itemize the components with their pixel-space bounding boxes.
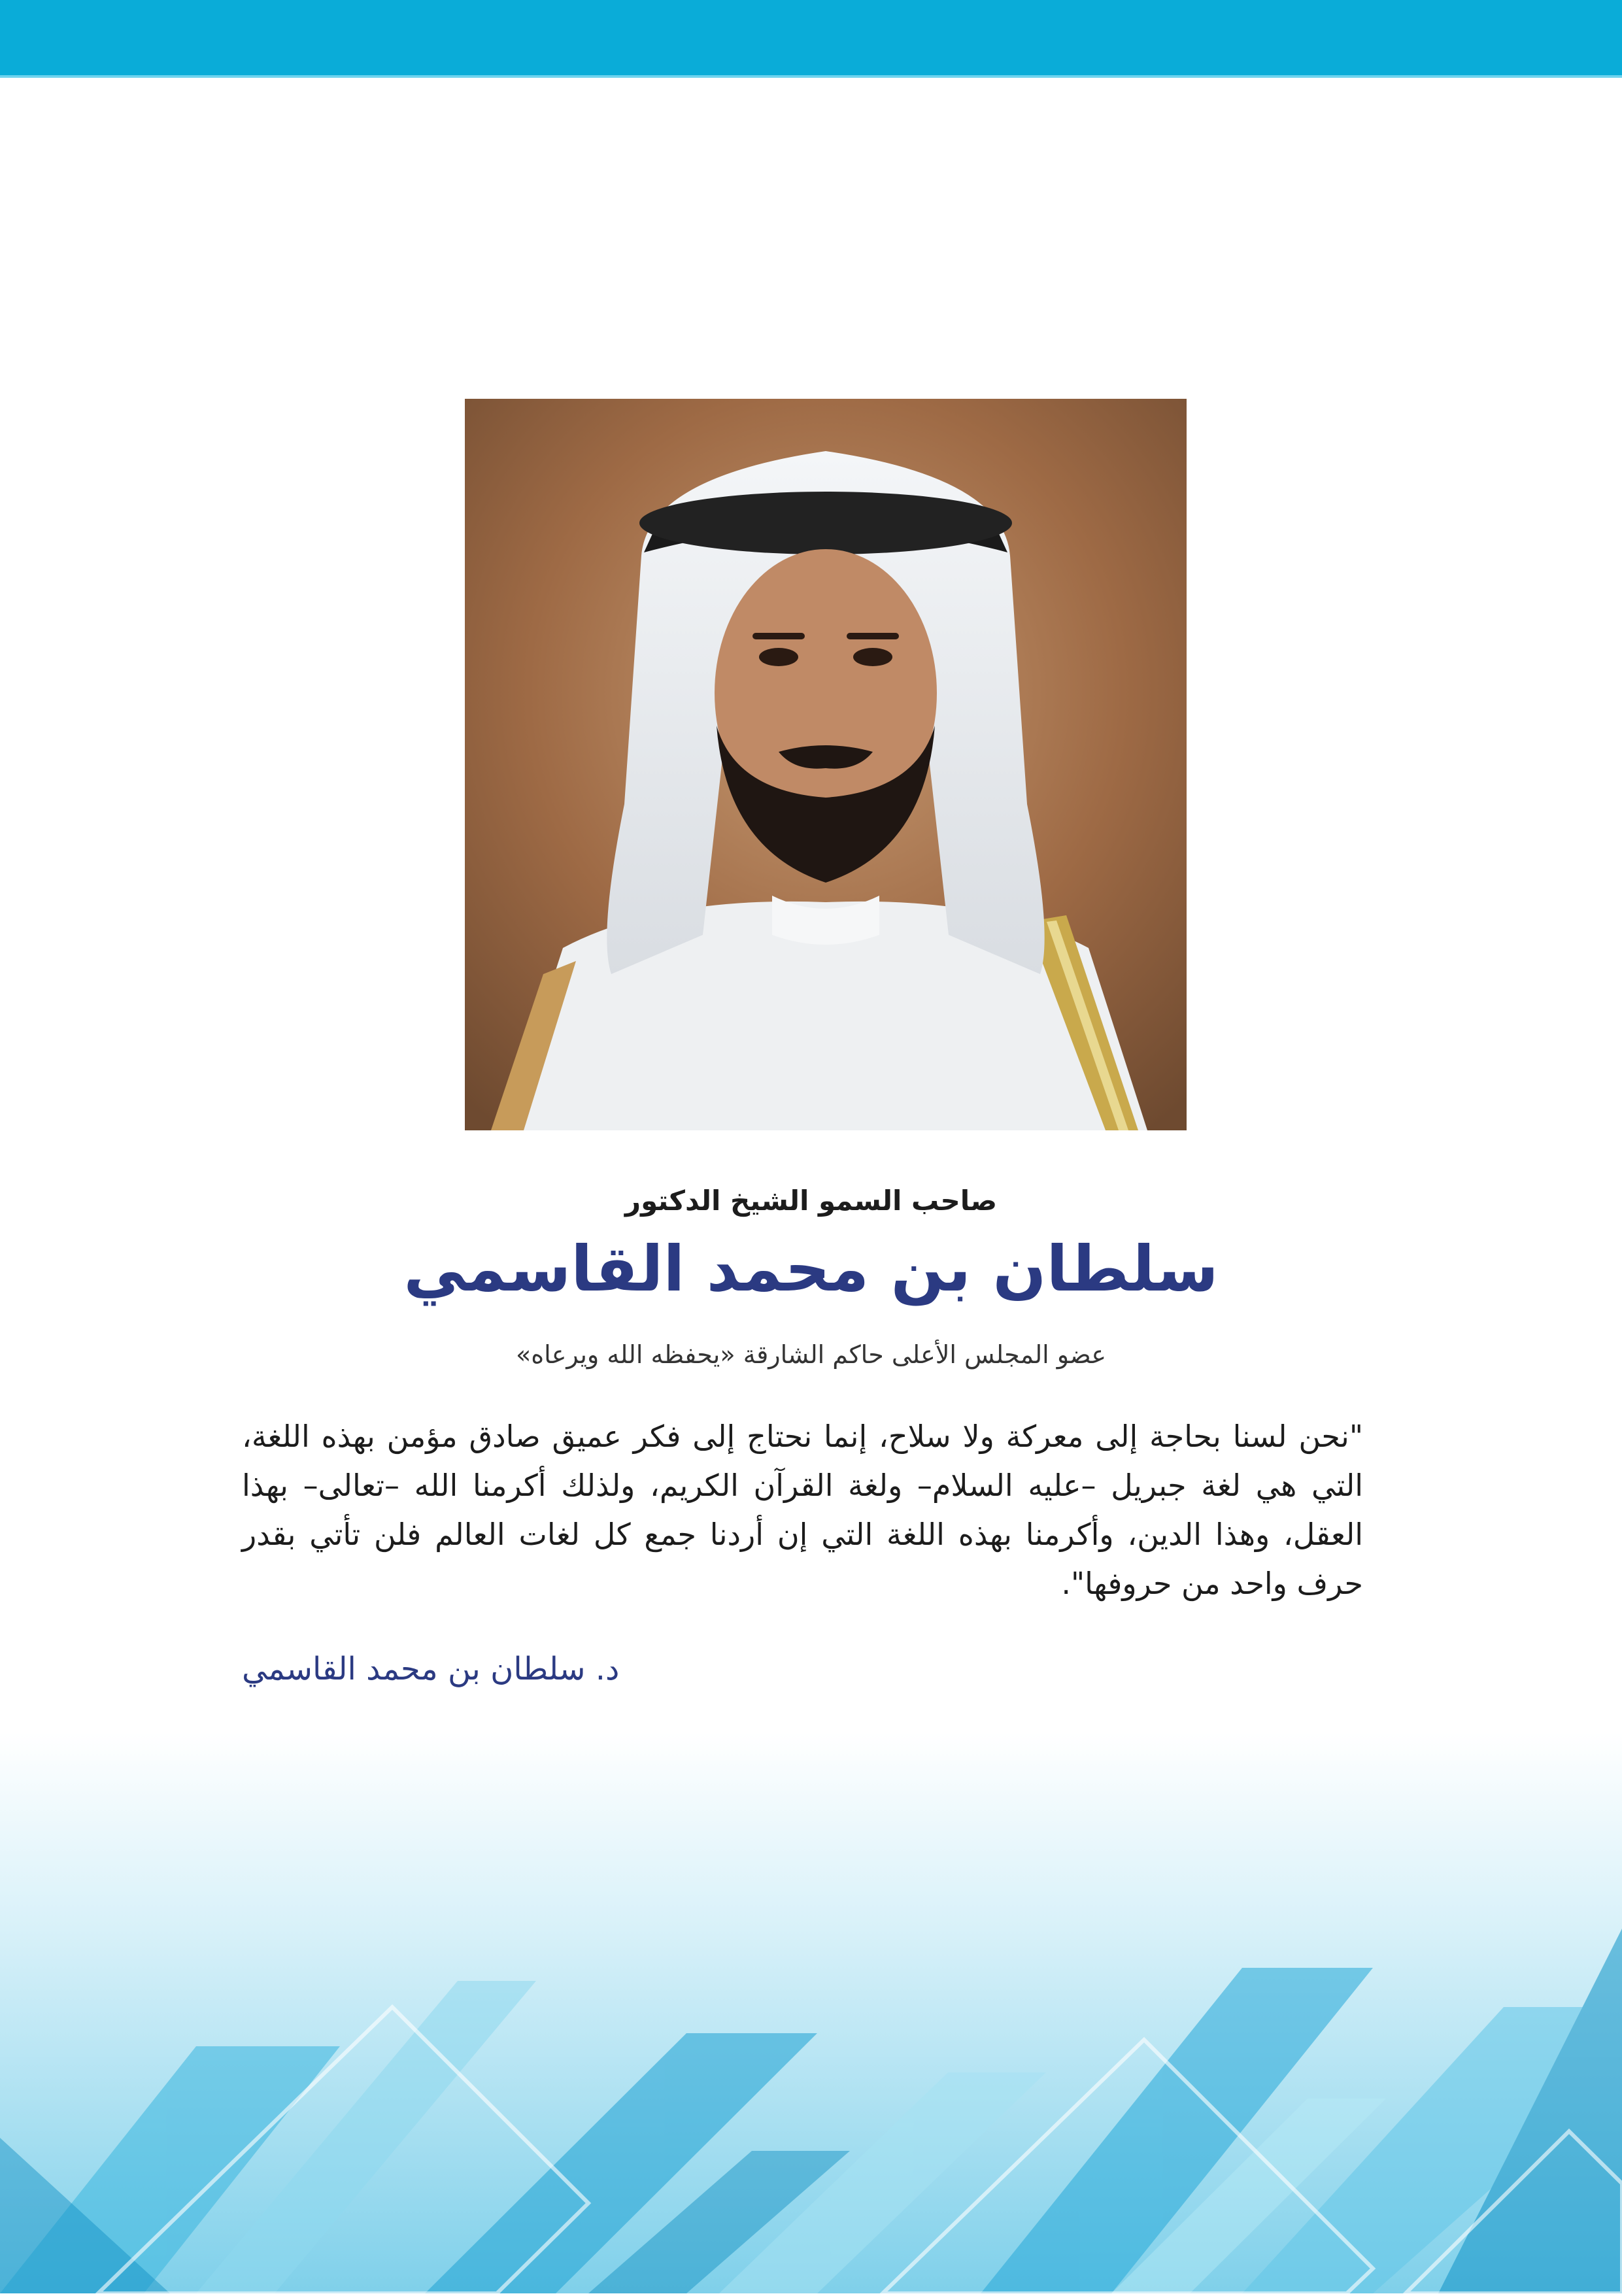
portrait-photo xyxy=(465,399,1187,1130)
ruler-name: سلطان بن محمد القاسمي xyxy=(403,1232,1219,1306)
quote-paragraph: "نحن لسنا بحاجة إلى معركة ولا سلاح، إنما نحتاج إلى فكر عميق صادق مؤمن بهذه اللغة، التي هي لغة جبريل –عليه السلام– ولغة القرآن الكريم، ولذلك أكرمنا الله –تعالى– بهذا العقل، وهذا الدين، وأكرمنا بهذه اللغة التي إن أردنا جمع كل لغات العالم فلن تأتي بقدر حرف واحد من حروفها". xyxy=(242,1419,1363,1601)
position-subtitle: عضو المجلس الأعلى حاكم الشارقة «يحفظه الله ويرعاه» xyxy=(515,1340,1107,1369)
honorific-title: صاحب السمو الشيخ الدكتور xyxy=(624,1185,998,1217)
top-banner xyxy=(0,0,1622,78)
signature: د. سلطان بن محمد القاسمي xyxy=(242,1651,620,1687)
decorative-background xyxy=(0,1732,1622,2293)
